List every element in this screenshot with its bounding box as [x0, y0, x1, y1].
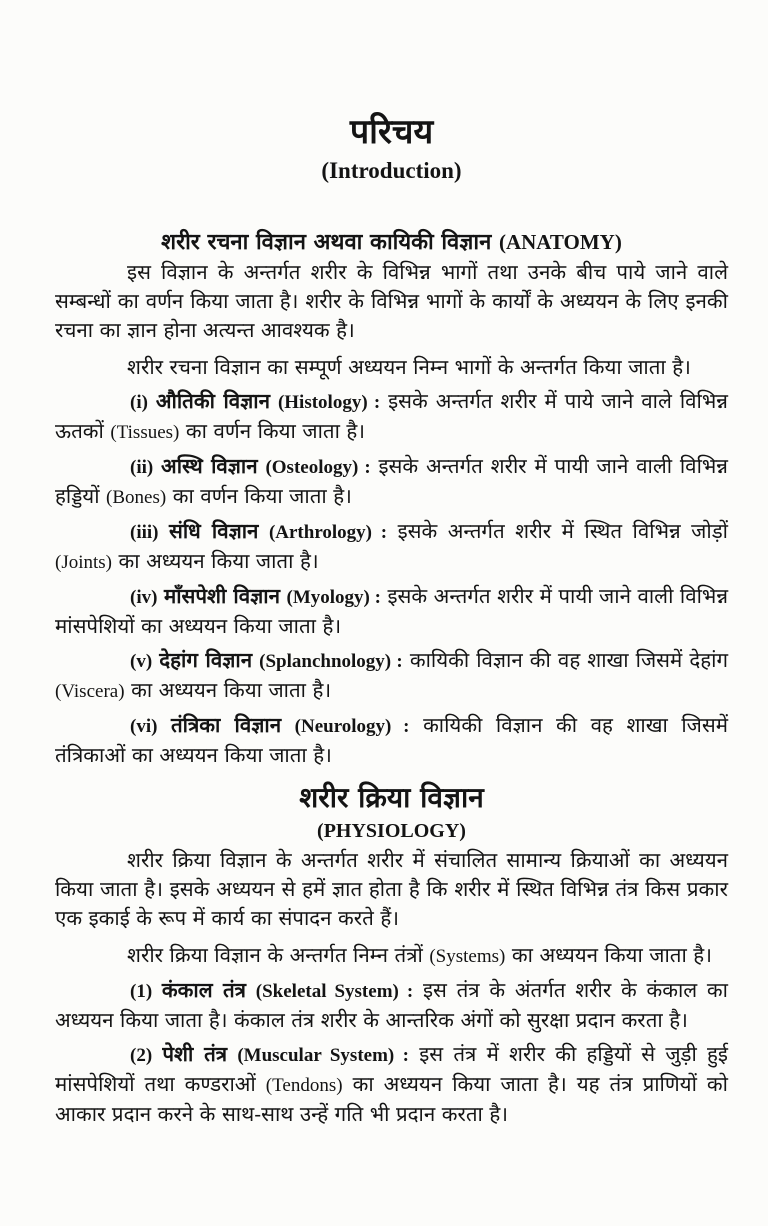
anatomy-heading-hindi: शरीर रचना विज्ञान अथवा कायिकी विज्ञान	[161, 229, 492, 255]
item-name-english: (Myology) :	[286, 587, 381, 608]
item-number: (iv)	[130, 587, 158, 608]
item-name-hindi: देहांग विज्ञान	[159, 648, 253, 672]
physiology-item-muscular	[55, 1040, 728, 1129]
item-text-end: का वर्णन किया जाता है।	[172, 484, 352, 508]
item-number: (iii)	[130, 522, 159, 543]
anatomy-item-neurology	[55, 711, 728, 770]
item-name-english: (Osteology) :	[265, 457, 371, 478]
item-text-english: (Tissues)	[110, 422, 180, 443]
item-text: इस तंत्र में शरीर की हड्डियों से जुड़ी हुई मांसपेशियों तथा कण्डराओं	[55, 1042, 728, 1096]
physiology-item-skeletal	[55, 976, 728, 1035]
item-text-english: (Bones)	[106, 487, 167, 508]
item-text-english: (Tendons)	[265, 1075, 343, 1096]
item-name-hindi: पेशी तंत्र	[162, 1042, 228, 1066]
item-name-english: (Arthrology) :	[268, 522, 388, 543]
item-number: (v)	[130, 651, 153, 672]
item-text-english: (Viscera)	[55, 681, 125, 702]
item-name-english: (Splanchnology) :	[259, 651, 403, 672]
anatomy-heading-english: (ANATOMY)	[498, 230, 622, 254]
item-name-hindi: कंकाल तंत्र	[161, 978, 246, 1002]
item-name-hindi: संधि विज्ञान	[169, 519, 259, 543]
page-subtitle: (Introduction)	[321, 158, 462, 183]
physiology-heading-english: (PHYSIOLOGY)	[317, 820, 466, 842]
item-text: इस तंत्र के अंतर्गत शरीर के कंकाल का अध्ययन किया जाता है। कंकाल तंत्र शरीर के आन्तरिक अंगों को सुरक्षा प्रदान करता है।	[55, 978, 728, 1032]
page-title: परिचय	[349, 112, 434, 152]
item-number: (ii)	[130, 457, 154, 478]
physiology-paragraph-2	[55, 941, 728, 971]
anatomy-heading	[55, 226, 728, 258]
item-text-end: का अध्ययन किया जाता है। यह तंत्र प्राणियों को आकार प्रदान करने के साथ-साथ उन्हें गति भी प्रदान करता है।	[55, 1072, 728, 1126]
anatomy-item-histology	[55, 387, 728, 447]
item-text-end: का अध्ययन किया जाता है।	[131, 678, 332, 702]
anatomy-paragraph-2: शरीर रचना विज्ञान का सम्पूर्ण अध्ययन निम्न भागों के अन्तर्गत किया जाता है।	[127, 355, 691, 379]
anatomy-item-arthrology	[55, 517, 728, 577]
anatomy-item-splanchnology	[55, 646, 728, 706]
item-name-english: (Neurology) :	[294, 716, 410, 737]
item-name-english: (Histology) :	[277, 392, 381, 413]
item-text: इसके अन्तर्गत शरीर में पाये जाने वाले विभिन्न ऊतकों	[55, 389, 728, 443]
item-number: (1)	[130, 981, 153, 1002]
para-text-english: (Systems)	[429, 946, 506, 967]
item-text: कायिकी विज्ञान की वह शाखा जिसमें देहांग	[409, 648, 728, 672]
item-number: (2)	[130, 1045, 153, 1066]
physiology-heading: शरीर क्रिया विज्ञान	[299, 781, 484, 814]
physiology-system-list	[55, 976, 728, 1129]
item-number: (vi)	[130, 716, 158, 737]
item-name-hindi: माँसपेशी विज्ञान	[163, 584, 280, 608]
item-text: इसके अन्तर्गत शरीर में पायी जाने वाली विभिन्न हड्डियों	[55, 454, 728, 508]
para-text: शरीर क्रिया विज्ञान के अन्तर्गत निम्न तंत्रों	[127, 943, 423, 967]
item-text: इसके अन्तर्गत शरीर में पायी जाने वाली विभिन्न मांसपेशियों का अध्ययन किया जाता है।	[55, 584, 729, 638]
para-text-end: का अध्ययन किया जाता है।	[511, 943, 712, 967]
item-name-english: (Skeletal System) :	[255, 981, 414, 1002]
item-number: (i)	[130, 392, 148, 413]
anatomy-subdivision-list	[55, 387, 728, 770]
anatomy-item-osteology	[55, 452, 728, 512]
item-name-hindi: औतिकी विज्ञान	[155, 389, 270, 413]
item-name-hindi: अस्थि विज्ञान	[161, 454, 258, 478]
physiology-paragraph-1: शरीर क्रिया विज्ञान के अन्तर्गत शरीर में संचालित सामान्य क्रियाओं का अध्ययन किया जाता है। इसके अध्ययन से हमें ज्ञात होता है कि शरीर में स्थित विभिन्न तंत्र किस प्रकार एक इकाई के रूप में कार्य का संपादन करते हैं।	[55, 848, 728, 930]
item-text-end: का वर्णन किया जाता है।	[185, 419, 366, 443]
anatomy-item-myology	[55, 582, 728, 641]
item-text: कायिकी विज्ञान की वह शाखा जिसमें तंत्रिकाओं का अध्ययन किया जाता है।	[55, 713, 728, 767]
item-text-end: का अध्ययन किया जाता है।	[118, 549, 319, 573]
item-name-english: (Muscular System) :	[237, 1045, 410, 1066]
item-text-english: (Joints)	[55, 552, 112, 573]
item-name-hindi: तंत्रिका विज्ञान	[171, 713, 282, 737]
item-text: इसके अन्तर्गत शरीर में स्थित विभिन्न जोड़ों	[397, 519, 728, 543]
anatomy-paragraph-1: इस विज्ञान के अन्तर्गत शरीर के विभिन्न भागों तथा उनके बीच पाये जाने वाले सम्बन्धों का वर्णन किया जाता है। शरीर के विभिन्न भागों के कार्यों के अध्ययन के लिए इनकी रचना का ज्ञान होना अत्यन्त आवश्यक है।	[55, 260, 728, 342]
